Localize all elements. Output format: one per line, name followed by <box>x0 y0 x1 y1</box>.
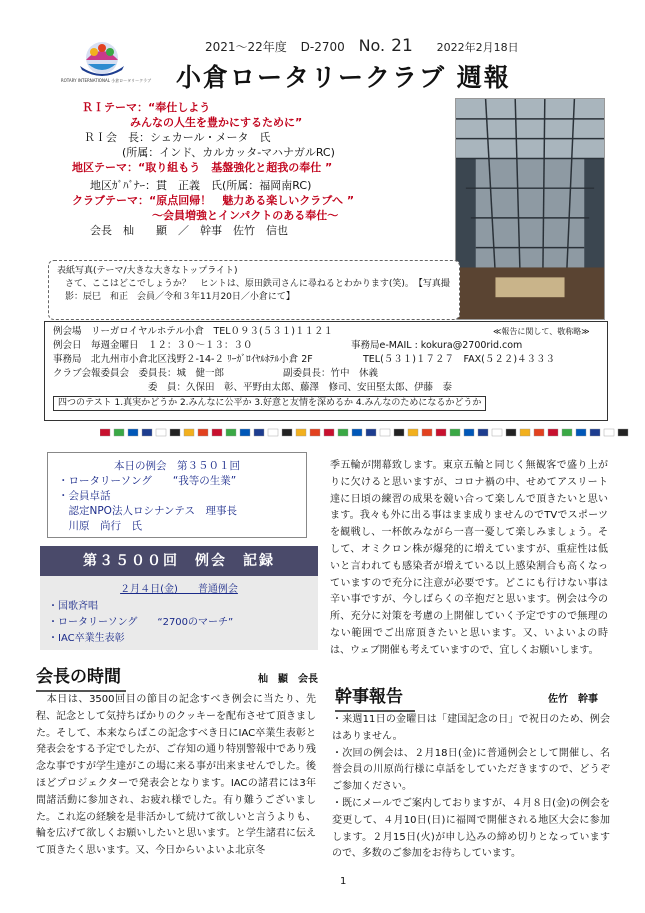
record-date: ２月４日(金) 普通例会 <box>120 584 238 595</box>
fiscal-year: 2021～22年度 <box>205 40 287 54</box>
ri-theme-line2: みんなの人生を豊かにするために” <box>130 116 303 129</box>
flag <box>324 429 334 436</box>
flag <box>156 429 166 436</box>
flag-strip <box>100 428 630 438</box>
meeting-record-title: 第３５００回 例会 記録 <box>40 546 318 576</box>
flag <box>548 429 558 436</box>
flag <box>506 429 516 436</box>
flag <box>436 429 446 436</box>
flag <box>212 429 222 436</box>
flag <box>408 429 418 436</box>
report-item: ・来週11日の金曜日は「建国記念の日」で祝日のため、例会はありません。 <box>332 714 610 742</box>
flag <box>352 429 362 436</box>
flag <box>618 429 628 436</box>
flag <box>310 429 320 436</box>
flag <box>100 429 110 436</box>
bulletin-committee: クラブ会報委員会 委員長：城 健一郎 <box>53 368 225 379</box>
todays-program-box <box>47 452 307 538</box>
president-message-cont: 季五輪が開幕致します。東京五輪と同じく無観客で盛り上がりに欠けると思いますが、コロナ禍の中、せめてアスリート達に日頃の練習の成果を競い合って楽しんで頂きたいと思います。我々も外に出る事はまま成りませんのでTVでスポーツを観戦し、一杯飲みながら一喜一憂して楽しみましょう。そして、オミクロン株が爆発的に増えていますが、重症性は低いと言われても感染者が増えている以上感染割合も高くなっていますので充分に注意が必要です。どこにも行けない事は辛い事ですが、今しばらくの辛抱だと思います。例会は今の所、充分に対策を考慮の上開催していく予定ですので無理のない範囲でご出席頂きたいと思います。又、いよいよの時は、ウェブ開催も考えていますので、宜しくお願いします。 <box>330 460 608 656</box>
record-item: ・国歌斉唱 <box>48 601 98 612</box>
ri-theme-line1: “奉仕しよう <box>148 101 211 114</box>
committee-members: 委 員：久保田 彰、平野由太郎、藤澤 修司、安田堅太郎、伊藤 泰 <box>148 382 453 393</box>
issue-line <box>205 36 529 56</box>
report-item: ・既にメールでご案内しておりますが、４月８日(金)の例会を変更して、４月10日(日)に福岡で開催される地区大会に参加します。２月15日(火)が申し込みの締め切りとなっていますので、多数のご参加をお待ちしています。 <box>332 797 610 860</box>
flag <box>604 429 614 436</box>
flag <box>226 429 236 436</box>
office-email: 事務局e-MAIL : kokura@2700rid.com <box>351 340 523 351</box>
flag <box>492 429 502 436</box>
flag <box>268 429 278 436</box>
flag <box>254 429 264 436</box>
flag <box>282 429 292 436</box>
office-phone: TEL(５３１)１７２７ FAX(５２２)４３３３ <box>363 354 556 365</box>
record-item: ・IAC卒業生表彰 <box>48 633 125 644</box>
flag <box>478 429 488 436</box>
secretary-report <box>332 712 610 863</box>
issue-date: 2022年2月18日 <box>436 41 519 54</box>
venue: 例会場 リーガロイヤルホテル小倉 TEL０９３(５３１)１１２１ <box>53 326 333 337</box>
flag <box>534 429 544 436</box>
cover-text: さて、ここはどこでしょうか？ ヒントは、原田鉄司さんに尋ねるとわかります(笑)。 【写真撮影：辰巳 和正 会員／令和３年11月20日／小倉にて】 <box>65 279 450 302</box>
flag <box>366 429 376 436</box>
club-theme-label: クラブテーマ： <box>72 194 149 207</box>
report-item: ・次回の例会は、２月18日(金)に普通例会として開催し、名誉会員の川原尚行様に卓話をしていただきますので、どうぞご参加ください。 <box>332 747 610 793</box>
logo-caption: ROTARY INTERNATIONAL 小倉ロータリークラブ <box>60 78 152 83</box>
district-governor: 地区ｶﾞﾊﾞﾅｰ：貫 正義 氏(所属：福岡南RC) <box>90 179 312 192</box>
themes-block <box>72 100 457 238</box>
president-name: 杣 顯 会長 <box>258 674 318 685</box>
district-theme: “取り組もう 基盤強化と超我の奉仕 ” <box>138 161 333 174</box>
rotary-logo <box>72 36 134 82</box>
ri-president-org: (所属：インド、カルカッタ-マハナガルRC) <box>122 146 335 159</box>
flag <box>184 429 194 436</box>
flag <box>240 429 250 436</box>
record-item: ・ロータリーソング “2700のマーチ” <box>48 617 234 628</box>
honorific-note: ≪報告に関して、敬称略≫ <box>493 327 590 336</box>
meeting-day: 例会日 毎週金曜日 １２：３０～１３：３０ <box>53 340 253 351</box>
flag <box>338 429 348 436</box>
flag <box>170 429 180 436</box>
page-number: 1 <box>340 876 347 887</box>
flag <box>296 429 306 436</box>
office-address: 事務局 北九州市小倉北区浅野２-14-２ ﾘｰｶﾞﾛｲﾔﾙﾎﾃﾙ小倉 2F <box>53 354 313 365</box>
flag <box>128 429 138 436</box>
club-officers: 会長 杣 顯 ／ 幹事 佐竹 信也 <box>90 224 288 237</box>
flag <box>380 429 390 436</box>
club-theme-line1: “原点回帰！ 魅力ある楽しいクラブへ ” <box>149 194 355 207</box>
program-item: 川原 尚行 氏 <box>58 520 142 532</box>
cover-caption-box <box>48 260 460 320</box>
meeting-record-box <box>40 576 318 650</box>
district-theme-label: 地区テーマ： <box>72 161 138 174</box>
flag <box>590 429 600 436</box>
issue-label: No. <box>358 36 386 55</box>
flag <box>198 429 208 436</box>
flag <box>450 429 460 436</box>
program-item: ・会員卓話 <box>58 490 111 502</box>
ri-president: ＲＩ会 長：シェカール・メータ 氏 <box>84 131 271 144</box>
secretary-report-title: 幹事報告 <box>335 682 415 712</box>
flag <box>142 429 152 436</box>
flag <box>562 429 572 436</box>
cover-photo <box>455 98 605 320</box>
cover-title: 表紙写真(テーマ/大きな大きなトップライト) <box>57 266 238 276</box>
flag <box>394 429 404 436</box>
flag <box>576 429 586 436</box>
president-message: 本日は、3500回目の節目の記念すべき例会に当たり、先程、記念として気持ちばかりのクッキーを配布させて頂きました。そして、本来ならばこの記念すべき日にIAC卒業生表彰と発表会をする予定でしたが、ご存知の通り特別警報中であり残念な事ですが学生達がこの場に来る事が出来ませんでした。後ほどプロジェクターで発表会となります。IACの諸君には3年間諸活動に参加され、お疲れ様でした。有り難うございました。これ迄の経験を是非活かして続けて欲しいと言うよりも、輪を広げて欲しくお願いしたいと思います。と学生諸君に伝えて頂きたく思います。又、今日からいよいよ北京冬 <box>36 694 316 857</box>
page-title: 小倉ロータリークラブ 週報 <box>176 63 511 92</box>
club-theme-line2: ～会員増強とインパクトのある奉仕～ <box>152 209 339 222</box>
flag <box>464 429 474 436</box>
president-time-title: 会長の時間 <box>36 662 126 692</box>
secretary-name: 佐竹 幹事 <box>548 694 598 705</box>
district-no: D-2700 <box>300 40 345 54</box>
club-info-box <box>44 321 608 421</box>
flag <box>422 429 432 436</box>
ri-theme-label: ＲＩテーマ： <box>82 101 148 114</box>
program-item: ・ロータリーソング “我等の生業” <box>58 475 237 487</box>
flag <box>520 429 530 436</box>
program-heading: 本日の例会 第３５０１回 <box>114 460 240 472</box>
vice-chair: 副委員長：竹中 休義 <box>283 368 379 379</box>
issue-number: 21 <box>391 36 413 56</box>
flag <box>114 429 124 436</box>
four-way-test: 四つのテスト 1.真実かどうか 2.みんなに公平か 3.好意と友情を深めるか 4.みんなのためになるかどうか <box>53 396 486 411</box>
program-item: 認定NPO法人ロシナンテス 理事長 <box>58 505 238 517</box>
